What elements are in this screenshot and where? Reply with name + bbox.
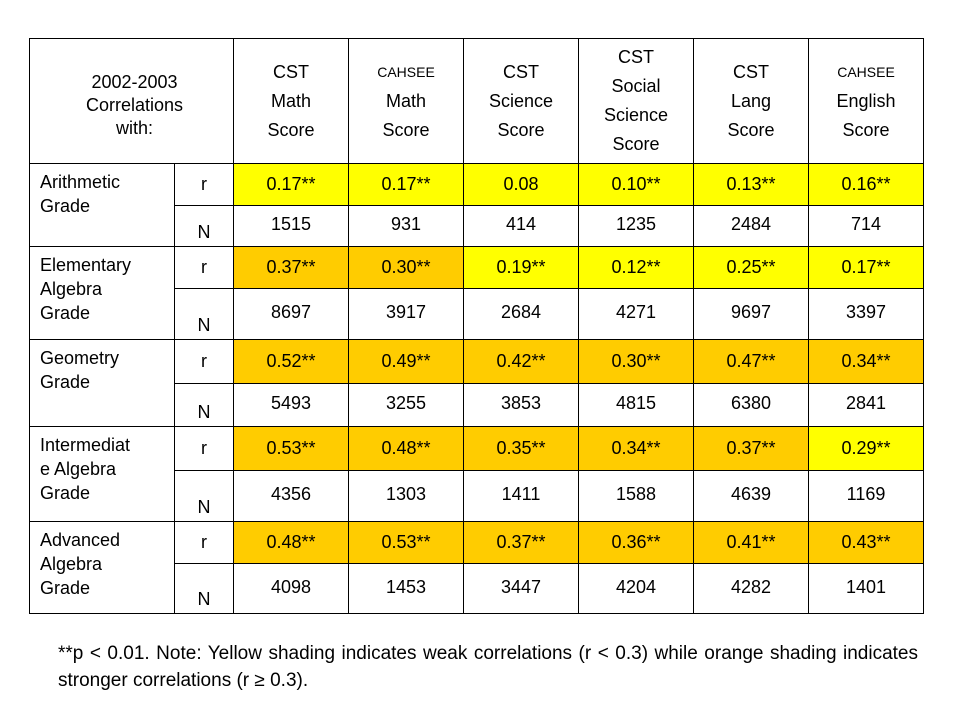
stat-label-r: r xyxy=(175,427,234,471)
stat-label-n: N xyxy=(175,471,234,522)
sample-size-cell: 2684 xyxy=(464,289,579,340)
corner-label-line: with: xyxy=(115,117,153,138)
sample-size-cell: 4639 xyxy=(694,471,809,522)
row-group-label-line: Grade xyxy=(40,196,91,216)
sample-size-cell: 3853 xyxy=(464,384,579,427)
correlation-cell: 0.17** xyxy=(234,164,349,206)
correlation-cell: 0.53** xyxy=(234,427,349,471)
correlation-cell: 0.19** xyxy=(464,247,579,289)
stat-label-r: r xyxy=(175,522,234,564)
sample-size-cell: 3255 xyxy=(349,384,464,427)
row-group-label-line: Elementary xyxy=(40,255,132,275)
correlation-cell: 0.12** xyxy=(579,247,694,289)
column-header-line: Score xyxy=(842,119,890,140)
stat-label-r: r xyxy=(175,247,234,289)
corner-label xyxy=(30,39,234,164)
stat-label-n: N xyxy=(175,289,234,340)
column-header-line: Math xyxy=(270,90,312,111)
row-group-label xyxy=(30,427,175,522)
table-row-r xyxy=(30,427,924,471)
column-header-line: Math xyxy=(385,90,427,111)
row-group-label-line: Algebra xyxy=(40,279,103,299)
footnote: **p < 0.01. Note: Yellow shading indicates weak correlations (r < 0.3) while orange shading indicates stronger correlations (r ≥ 0.3). xyxy=(58,643,918,691)
row-group-label-line: e Algebra xyxy=(40,459,117,479)
row-group-label-line: Advanced xyxy=(40,530,121,550)
sample-size-cell: 1453 xyxy=(349,564,464,614)
correlation-cell: 0.10** xyxy=(579,164,694,206)
column-header-line: English xyxy=(836,90,896,111)
correlation-cell: 0.36** xyxy=(579,522,694,564)
sample-size-cell: 1235 xyxy=(579,206,694,247)
table-row-r xyxy=(30,522,924,564)
sample-size-cell: 931 xyxy=(349,206,464,247)
sample-size-cell: 4356 xyxy=(234,471,349,522)
corner-label-line: 2002-2003 xyxy=(91,71,178,92)
column-header xyxy=(349,39,464,164)
correlation-cell: 0.37** xyxy=(694,427,809,471)
sample-size-cell: 1401 xyxy=(809,564,924,614)
sample-size-cell: 1169 xyxy=(809,471,924,522)
sample-size-cell: 6380 xyxy=(694,384,809,427)
column-header-line: CST xyxy=(273,61,309,82)
column-header-line: Score xyxy=(267,119,315,140)
correlation-cell: 0.34** xyxy=(809,340,924,384)
correlation-cell: 0.35** xyxy=(464,427,579,471)
correlation-cell: 0.48** xyxy=(234,522,349,564)
table-row-r xyxy=(30,340,924,384)
sample-size-cell: 414 xyxy=(464,206,579,247)
row-group-label xyxy=(30,522,175,614)
correlation-cell: 0.48** xyxy=(349,427,464,471)
sample-size-cell: 714 xyxy=(809,206,924,247)
correlation-cell: 0.34** xyxy=(579,427,694,471)
column-header-line: Score xyxy=(497,119,545,140)
column-header-line: Score xyxy=(382,119,430,140)
column-header xyxy=(234,39,349,164)
row-group-label-line: Grade xyxy=(40,372,91,392)
column-header-line: Score xyxy=(612,134,660,154)
row-group-label-line: Algebra xyxy=(40,554,103,574)
column-header-line: Social xyxy=(611,76,661,96)
table-row-r xyxy=(30,164,924,206)
sample-size-cell: 4815 xyxy=(579,384,694,427)
header-row xyxy=(30,39,924,164)
sample-size-cell: 8697 xyxy=(234,289,349,340)
column-header-line: CST xyxy=(503,61,539,82)
sample-size-cell: 9697 xyxy=(694,289,809,340)
correlation-cell: 0.13** xyxy=(694,164,809,206)
stat-label-n: N xyxy=(175,384,234,427)
correlation-cell: 0.49** xyxy=(349,340,464,384)
column-header-line: CAHSEE xyxy=(377,63,435,80)
row-group-label-line: Grade xyxy=(40,578,91,598)
correlation-cell: 0.17** xyxy=(809,247,924,289)
column-header xyxy=(579,39,694,164)
sample-size-cell: 1588 xyxy=(579,471,694,522)
sample-size-cell: 2484 xyxy=(694,206,809,247)
row-group-label xyxy=(30,164,175,247)
column-header-line: CST xyxy=(618,47,654,67)
row-group-label xyxy=(30,247,175,340)
column-header xyxy=(464,39,579,164)
stat-label-n: N xyxy=(175,206,234,247)
row-group-label-line: Grade xyxy=(40,483,91,503)
correlation-cell: 0.16** xyxy=(809,164,924,206)
sample-size-cell: 1515 xyxy=(234,206,349,247)
column-header xyxy=(809,39,924,164)
correlation-cell: 0.29** xyxy=(809,427,924,471)
sample-size-cell: 2841 xyxy=(809,384,924,427)
row-group-label xyxy=(30,340,175,427)
sample-size-cell: 4098 xyxy=(234,564,349,614)
correlation-cell: 0.08 xyxy=(464,164,579,206)
table-row-r xyxy=(30,247,924,289)
corner-label-line: Correlations xyxy=(85,94,184,115)
column-header-line: CST xyxy=(733,61,769,82)
correlation-cell: 0.41** xyxy=(694,522,809,564)
row-group-label-line: Intermediat xyxy=(40,435,131,455)
sample-size-cell: 4282 xyxy=(694,564,809,614)
correlation-table xyxy=(29,38,924,614)
row-group-label-line: Geometry xyxy=(40,348,120,368)
column-header-line: Lang xyxy=(730,90,772,111)
correlation-cell: 0.17** xyxy=(349,164,464,206)
sample-size-cell: 3917 xyxy=(349,289,464,340)
sample-size-cell: 4204 xyxy=(579,564,694,614)
column-header xyxy=(694,39,809,164)
correlation-cell: 0.43** xyxy=(809,522,924,564)
stat-label-r: r xyxy=(175,340,234,384)
correlation-cell: 0.37** xyxy=(234,247,349,289)
sample-size-cell: 4271 xyxy=(579,289,694,340)
correlation-cell: 0.25** xyxy=(694,247,809,289)
sample-size-cell: 3447 xyxy=(464,564,579,614)
correlation-cell: 0.53** xyxy=(349,522,464,564)
column-header-line: CAHSEE xyxy=(837,63,895,80)
correlation-cell: 0.30** xyxy=(349,247,464,289)
stat-label-r: r xyxy=(175,164,234,206)
sample-size-cell: 1411 xyxy=(464,471,579,522)
correlation-cell: 0.52** xyxy=(234,340,349,384)
correlation-cell: 0.37** xyxy=(464,522,579,564)
row-group-label-line: Grade xyxy=(40,303,91,323)
sample-size-cell: 3397 xyxy=(809,289,924,340)
sample-size-cell: 1303 xyxy=(349,471,464,522)
sample-size-cell: 5493 xyxy=(234,384,349,427)
column-header-line: Score xyxy=(727,119,775,140)
correlation-cell: 0.42** xyxy=(464,340,579,384)
correlation-cell: 0.30** xyxy=(579,340,694,384)
column-header-line: Science xyxy=(603,105,669,125)
correlation-cell: 0.47** xyxy=(694,340,809,384)
row-group-label-line: Arithmetic xyxy=(40,172,121,192)
stat-label-n: N xyxy=(175,564,234,614)
column-header-line: Science xyxy=(488,90,554,111)
